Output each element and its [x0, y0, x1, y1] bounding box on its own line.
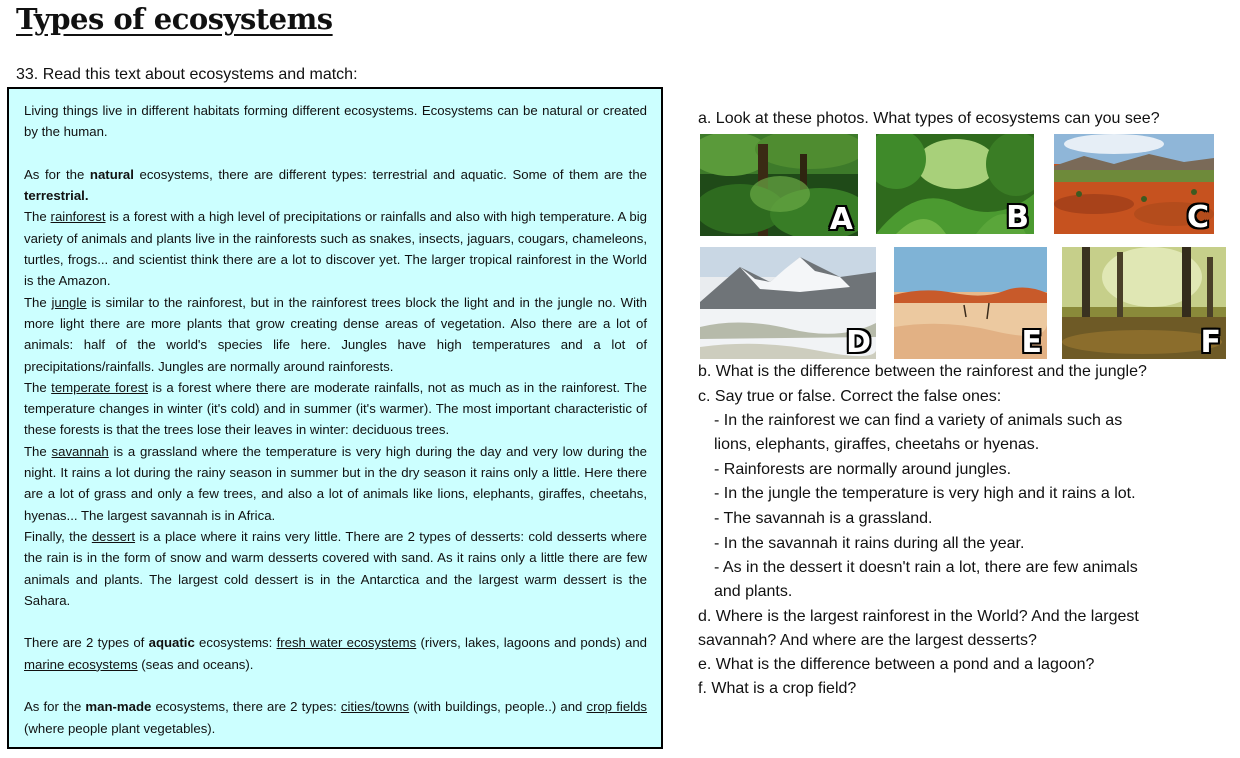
photo-label: B [1006, 200, 1029, 234]
reading-text-box [7, 87, 663, 749]
cities-term: cities/towns [340, 699, 410, 715]
intro-paragraph: Living things live in different habitats forming different ecosystems. Ecosystems can be natural or created by the human. [24, 103, 647, 140]
photo-label: A [829, 202, 853, 236]
statement-item: and plants. [714, 583, 793, 600]
photo-label: C [1186, 200, 1209, 234]
photo-label: E [1021, 325, 1042, 359]
photo-f-temperate-forest [1062, 247, 1226, 359]
marine-term: marine ecosystems [24, 656, 138, 672]
crop-fields-term: crop fields [586, 699, 648, 715]
photo-c-savannah [1054, 134, 1214, 234]
photo-label: D [846, 325, 871, 359]
photo-label: F [1200, 325, 1221, 359]
question-d: d. Where is the largest rainforest in the World? And the largest [698, 608, 1139, 625]
statement-item: - In the savannah it rains during all the year. [714, 535, 1025, 552]
question-b: b. What is the difference between the rainforest and the jungle? [698, 363, 1147, 380]
statement-item: - In the rainforest we can find a variety of animals such as [714, 412, 1123, 429]
dessert-term: dessert [91, 528, 136, 544]
photo-b-jungle [876, 134, 1034, 234]
statement-item: - The savannah is a grassland. [714, 510, 933, 527]
photo-d-cold-desert [700, 247, 876, 359]
terrestrial-term: terrestrial. [24, 188, 89, 204]
question-c: c. Say true or false. Correct the false ones: [698, 388, 1002, 405]
statement-item: - As in the dessert it doesn't rain a lot, there are few animals [714, 559, 1138, 576]
statement-item: - In the jungle the temperature is very high and it rains a lot. [714, 485, 1136, 502]
rainforest-paragraph: The rainforest is a forest with a high level of precipitations or rainfalls and also with high temperature. A big variety of animals and plants live in the rainforests such as snakes, insects, jaguars, cougars, chameleons, turtles, frogs... and scientist think there are a lot to discover yet. The larger tropical rainforest in the World is the Amazon. [24, 209, 648, 289]
photo-e-warm-desert [894, 247, 1047, 359]
exercise-heading: 33. Read this text about ecosystems and match: [16, 66, 358, 83]
man-made-term: man-made [85, 699, 152, 715]
natural-term: natural [89, 166, 134, 182]
dessert-paragraph: Finally, the dessert is a place where it rains very little. There are 2 types of desserts: cold desserts where the rain is in the form of snow and warm desserts covered with sand. As it rains only a little there are few animals and plants. The largest cold dessert is in the Antarctica and the largest warm dessert is the Sahara. [24, 528, 647, 608]
rainforest-term: rainforest [50, 209, 106, 225]
savannah-paragraph: The savannah is a grassland where the temperature is very high during the day and very low during the night. It rains a lot during the rainy season in summer but in the dry season it rains only a little. Here there are a lot of grass and only a few trees, and also a lot of animals like lions, elephants, giraffes, cheetahs, hyenas... The largest savannah is in Africa. [24, 443, 648, 523]
question-d-continued: savannah? And where are the largest desserts? [698, 632, 1037, 649]
photo-a-rainforest [700, 134, 858, 236]
jungle-paragraph: The jungle is similar to the rainforest, but in the rainforest trees block the light and in the jungle no. With more light there are more plants that grow creating dense areas of vegetation. Also there are a lot of animals: half of the world's species life here. Jungles have high temperatures and a lot of precipitations/rainfalls. Jungles are normally around rainforests. [24, 294, 647, 374]
question-f: f. What is a crop field? [698, 680, 857, 697]
man-made-paragraph: As for the man-made ecosystems, there are 2 types: cities/towns (with buildings, people..) and crop fields (where people plant vegetables). [24, 699, 648, 736]
aquatic-paragraph: There are 2 types of aquatic ecosystems: fresh water ecosystems (rivers, lakes, lagoons and ponds) and marine ecosystems (seas and oceans). [24, 635, 647, 672]
aquatic-term: aquatic [148, 635, 195, 651]
question-e: e. What is the difference between a pond and a lagoon? [698, 656, 1095, 673]
statement-item: lions, elephants, giraffes, cheetahs or hyenas. [714, 436, 1040, 453]
question-a: a. Look at these photos. What types of ecosystems can you see? [698, 110, 1160, 127]
fresh-water-term: fresh water ecosystems [276, 635, 417, 651]
temperate-forest-term: temperate forest [51, 379, 148, 395]
temperate-forest-paragraph: The temperate forest is a forest where there are moderate rainfalls, not as much as in the rainforest. The temperature changes in winter (it's cold) and in summer (it's warmer). The most important characteristic of these forests is that the trees lose their leaves in winter: deciduous trees. [24, 379, 647, 438]
statement-item: - Rainforests are normally around jungles. [714, 461, 1012, 478]
natural-paragraph: As for the natural ecosystems, there are different types: terrestrial and aquatic. Some of them are the terrestrial. [24, 166, 648, 204]
page-title: Types of ecosystems [16, 2, 333, 36]
savannah-term: savannah [51, 443, 109, 459]
jungle-term: jungle [51, 294, 87, 310]
